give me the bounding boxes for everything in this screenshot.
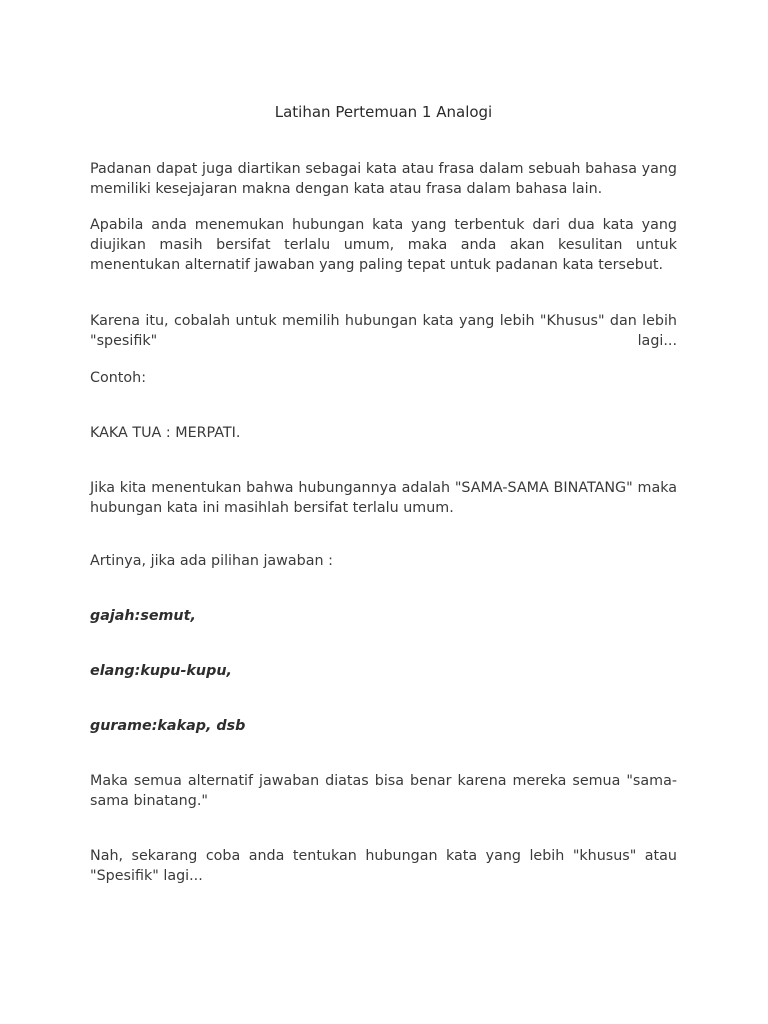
document-title: Latihan Pertemuan 1 Analogi bbox=[274, 103, 493, 121]
choice-suffix: , bbox=[226, 663, 232, 679]
paragraph-example-pair: KAKA TUA : MERPATI. bbox=[90, 425, 241, 441]
paragraph-relation-explanation: Jika kita menentukan bahwa hubungannya adalah "SAMA-SAMA BINATANG" maka hubungan kata ini masihlah bersifat terlalu umum. bbox=[90, 480, 677, 516]
choice-item bbox=[90, 661, 232, 681]
paragraph-example-label: Contoh: bbox=[90, 370, 147, 386]
choice-suffix: , bbox=[190, 608, 196, 624]
choice-suffix: , dsb bbox=[205, 718, 246, 734]
choice-text: gajah:semut bbox=[90, 608, 191, 624]
paragraph-choices-intro: Artinya, jika ada pilihan jawaban : bbox=[90, 553, 333, 569]
choice-text: elang:kupu-kupu bbox=[90, 663, 227, 679]
choice-item bbox=[90, 716, 245, 736]
paragraph-specific-advice: Karena itu, cobalah untuk memilih hubungan kata yang lebih "Khusus" dan lebih "spesifik" lagi... bbox=[90, 313, 677, 349]
paragraph-conclusion: Maka semua alternatif jawaban diatas bisa benar karena mereka semua "sama-sama binatang." bbox=[90, 773, 677, 809]
paragraph-general-relation: Apabila anda menemukan hubungan kata yang terbentuk dari dua kata yang diujikan masih bersifat terlalu umum, maka anda akan kesulitan untuk menentukan alternatif jawaban yang paling tepat untuk padanan kata tersebut. bbox=[90, 217, 677, 273]
choice-item bbox=[90, 606, 196, 626]
paragraph-next-step: Nah, sekarang coba anda tentukan hubungan kata yang lebih "khusus" atau "Spesifik" lagi... bbox=[90, 848, 677, 884]
paragraph-definition: Padanan dapat juga diartikan sebagai kata atau frasa dalam sebuah bahasa yang memiliki kesejajaran makna dengan kata atau frasa dalam bahasa lain. bbox=[90, 161, 677, 197]
choice-text: gurame:kakap bbox=[90, 718, 206, 734]
